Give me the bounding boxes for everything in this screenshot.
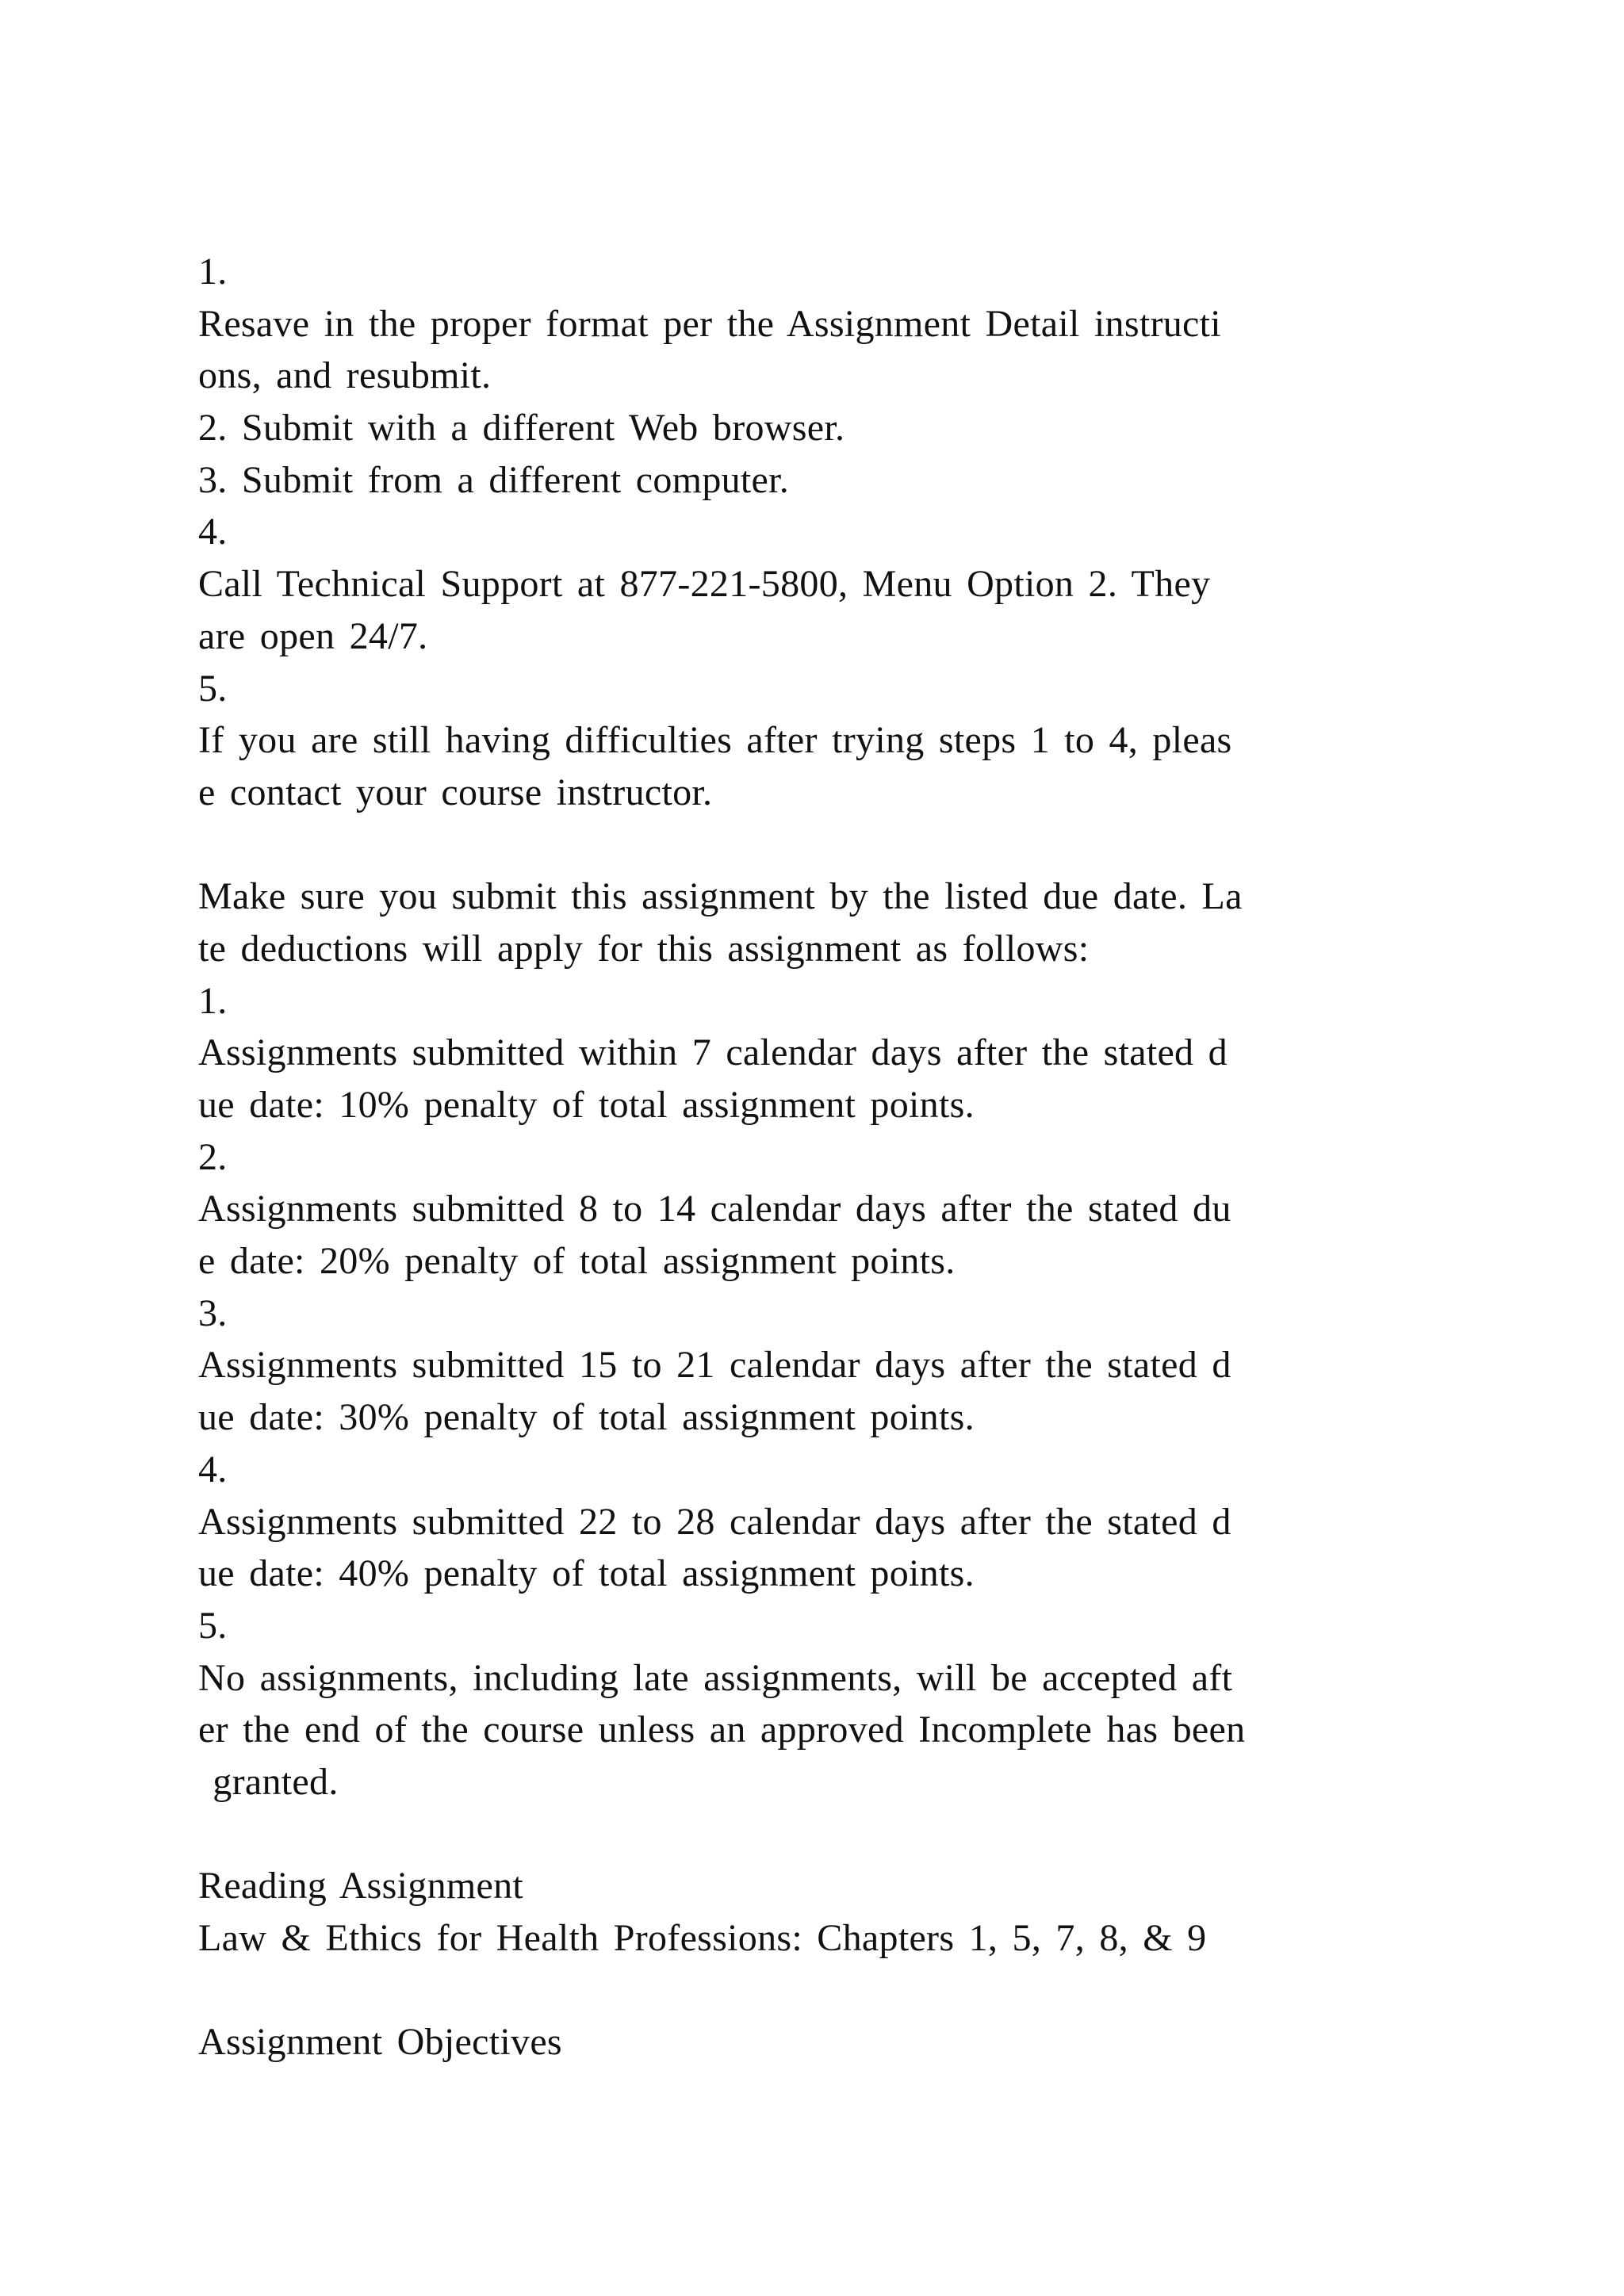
- list-number: 1.: [198, 979, 228, 1022]
- list-number: 2.: [198, 1135, 228, 1178]
- blank-line: [198, 819, 1507, 871]
- body-text-line: Assignments submitted 15 to 21 calendar days after the stated d: [198, 1344, 1231, 1387]
- body-text-line: er the end of the course unless an approved Incomplete has been: [198, 1709, 1246, 1751]
- body-text-line: e contact your course instructor.: [198, 771, 713, 813]
- body-text-line: ons, and resubmit.: [198, 354, 492, 397]
- body-text-line: te deductions will apply for this assignment as follows:: [198, 927, 1090, 970]
- list-number: 5.: [198, 667, 228, 710]
- body-text-line: Law & Ethics for Health Professions: Chapters 1, 5, 7, 8, & 9: [198, 1917, 1207, 1959]
- body-text-line: Assignments submitted within 7 calendar days after the stated d: [198, 1031, 1228, 1074]
- body-text-line: 2. Submit with a different Web browser.: [198, 407, 845, 450]
- body-text-line: are open 24/7.: [198, 614, 428, 657]
- list-number: 3.: [198, 1292, 228, 1334]
- list-number: 5.: [198, 1604, 228, 1647]
- blank-line: [198, 1965, 1507, 2017]
- body-text-line: 3. Submit from a different computer.: [198, 458, 790, 501]
- body-text-line: ue date: 10% penalty of total assignment points.: [198, 1084, 975, 1126]
- list-number: 4.: [198, 511, 228, 553]
- section-heading-objectives: Assignment Objectives: [198, 2021, 562, 2064]
- body-text-line: Resave in the proper format per the Assignment Detail instructi: [198, 302, 1221, 345]
- list-number: 4.: [198, 1448, 228, 1490]
- body-text-line: ue date: 40% penalty of total assignment points.: [198, 1552, 975, 1595]
- body-text-line: No assignments, including late assignments, will be accepted aft: [198, 1656, 1233, 1699]
- body-text-line: If you are still having difficulties after trying steps 1 to 4, pleas: [198, 719, 1232, 762]
- body-text-line: Assignments submitted 22 to 28 calendar days after the stated d: [198, 1500, 1231, 1543]
- body-text-line: Make sure you submit this assignment by the listed due date. La: [198, 875, 1243, 918]
- blank-line: [198, 1808, 1507, 1861]
- body-text-line: e date: 20% penalty of total assignment points.: [198, 1240, 956, 1283]
- body-text-line: granted.: [198, 1760, 339, 1803]
- body-text-line: Call Technical Support at 877-221-5800, Menu Option 2. They: [198, 563, 1211, 606]
- section-heading-reading: Reading Assignment: [198, 1865, 524, 1908]
- document-body: [198, 246, 1507, 2068]
- list-number: 1.: [198, 251, 228, 293]
- body-text-line: ue date: 30% penalty of total assignment points.: [198, 1396, 975, 1439]
- body-text-line: Assignments submitted 8 to 14 calendar days after the stated du: [198, 1188, 1231, 1230]
